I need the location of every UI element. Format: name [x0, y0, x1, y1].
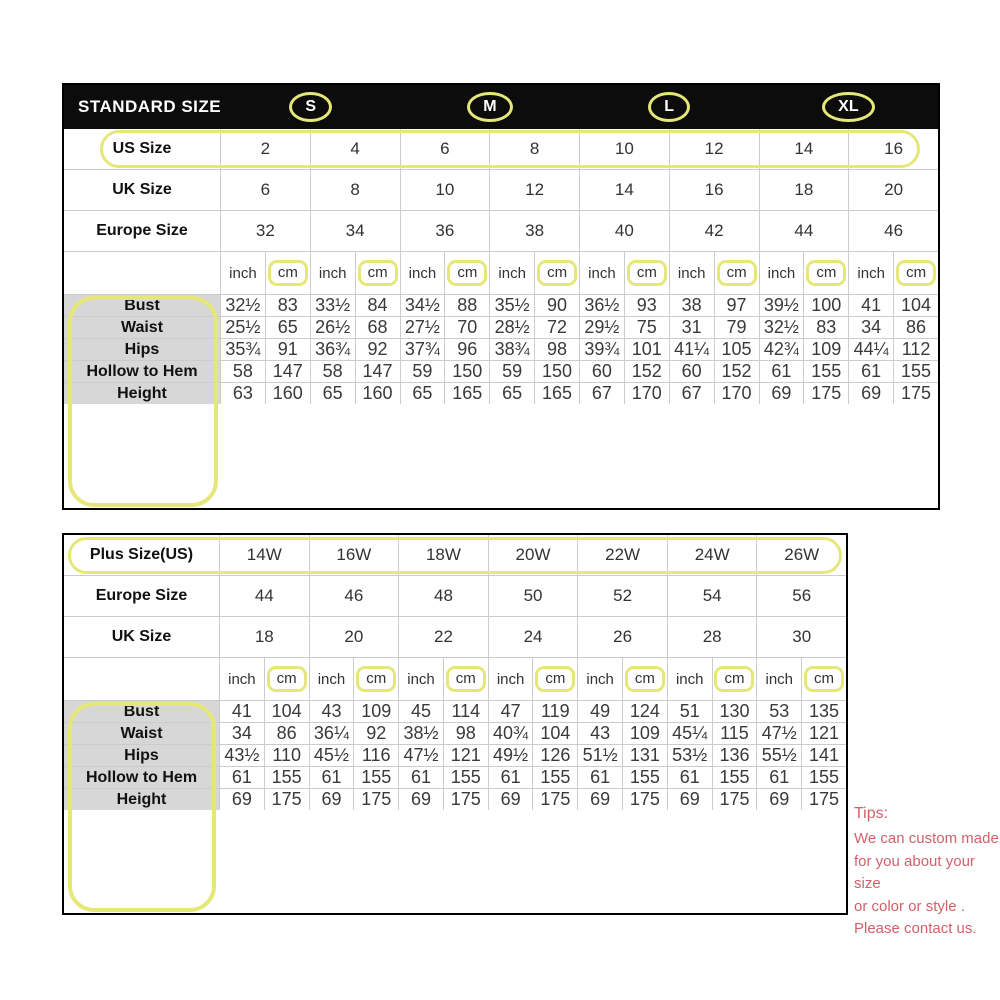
- measurement-value-cell: 155: [622, 767, 667, 788]
- measurement-value-cell: 150: [534, 361, 579, 382]
- measurement-value-cell: 45½: [309, 745, 354, 766]
- measurement-value-cell: 147: [355, 361, 400, 382]
- cm-unit-cell: [532, 658, 577, 700]
- measurement-value-cell: 47½: [756, 723, 801, 744]
- plus-size-rows: [64, 535, 846, 810]
- measurement-value-cell: 175: [803, 383, 848, 404]
- size-value-cell: 24: [488, 617, 578, 657]
- measurement-value-cell: 121: [801, 723, 846, 744]
- size-value-cell: 38: [489, 211, 579, 251]
- cm-highlight-badge: cm: [804, 666, 844, 692]
- measurement-value-cell: 69: [848, 383, 893, 404]
- measurement-value-cell: 155: [803, 361, 848, 382]
- size-value-cell: 14: [579, 170, 669, 210]
- size-value-cell: 20: [848, 170, 938, 210]
- size-value-cell: 16: [669, 170, 759, 210]
- measurement-value-cell: 175: [443, 789, 488, 810]
- measurement-row: [64, 788, 846, 810]
- measurement-value-cell: 51: [667, 701, 712, 722]
- cm-unit-cell: [622, 658, 667, 700]
- measurement-label: Hips: [64, 339, 220, 360]
- cm-unit-cell: [803, 252, 848, 294]
- measurement-value-cell: 59: [400, 361, 445, 382]
- measurement-value-cell: 119: [532, 701, 577, 722]
- size-value-cell: 48: [398, 576, 488, 616]
- measurement-value-cell: 55½: [756, 745, 801, 766]
- measurement-value-cell: 61: [309, 767, 354, 788]
- measurement-value-cell: 38¾: [489, 339, 534, 360]
- measurement-row: [64, 766, 846, 788]
- cm-highlight-badge: cm: [535, 666, 575, 692]
- measurement-value-cell: 69: [667, 789, 712, 810]
- inch-unit-cell: inch: [759, 252, 804, 294]
- cm-highlight-badge: cm: [896, 260, 936, 286]
- measurement-value-cell: 114: [443, 701, 488, 722]
- measurement-value-cell: 98: [534, 339, 579, 360]
- inch-unit-cell: inch: [756, 658, 801, 700]
- measurement-value-cell: 43½: [219, 745, 264, 766]
- measurement-value-cell: 155: [801, 767, 846, 788]
- measurement-value-cell: 147: [265, 361, 310, 382]
- measurement-value-cell: 65: [400, 383, 445, 404]
- size-value-cell: 40: [579, 211, 669, 251]
- measurement-value-cell: 61: [219, 767, 264, 788]
- measurement-value-cell: 41: [219, 701, 264, 722]
- size-value-cell: 14: [759, 129, 849, 169]
- size-value-cell: 6: [220, 170, 310, 210]
- size-value-cell: 56: [756, 576, 846, 616]
- measurement-value-cell: 43: [577, 723, 622, 744]
- measurement-label: Bust: [64, 701, 219, 722]
- measurement-value-cell: 160: [355, 383, 400, 404]
- tips-line: We can custom made: [854, 830, 999, 847]
- measurement-value-cell: 32½: [759, 317, 804, 338]
- measurement-value-cell: 43: [309, 701, 354, 722]
- size-value-cell: 52: [577, 576, 667, 616]
- measurement-value-cell: 86: [893, 317, 938, 338]
- measurement-value-cell: 104: [893, 295, 938, 316]
- measurement-row: [64, 360, 938, 382]
- measurement-value-cell: 47: [488, 701, 533, 722]
- size-s-circled-label: S: [289, 92, 332, 122]
- cm-unit-cell: [534, 252, 579, 294]
- size-value-cell: 16W: [309, 535, 399, 575]
- measurement-value-cell: 175: [532, 789, 577, 810]
- size-value-cell: 14W: [219, 535, 309, 575]
- empty-corner-cell: [64, 252, 220, 294]
- size-value-cell: 28: [667, 617, 757, 657]
- size-value-cell: 10: [400, 170, 490, 210]
- measurement-value-cell: 36½: [579, 295, 624, 316]
- cm-unit-cell: [443, 658, 488, 700]
- measurement-value-cell: 121: [443, 745, 488, 766]
- measurement-row: [64, 722, 846, 744]
- size-value-cell: 36: [400, 211, 490, 251]
- measurement-value-cell: 69: [577, 789, 622, 810]
- measurement-label: Hollow to Hem: [64, 767, 219, 788]
- tips-title: Tips:: [854, 805, 889, 822]
- measurement-value-cell: 160: [265, 383, 310, 404]
- row-label: UK Size: [112, 181, 172, 198]
- measurement-value-cell: 170: [714, 383, 759, 404]
- measurement-value-cell: 45: [398, 701, 443, 722]
- inch-unit-cell: inch: [220, 252, 265, 294]
- inch-unit-cell: inch: [489, 252, 534, 294]
- measurement-value-cell: 141: [801, 745, 846, 766]
- measurement-value-cell: 40¾: [488, 723, 533, 744]
- measurement-row: [64, 382, 938, 404]
- size-value-cell: 24W: [667, 535, 757, 575]
- measurement-value-cell: 38½: [398, 723, 443, 744]
- cm-unit-cell: [444, 252, 489, 294]
- standard-size-table: [62, 83, 940, 510]
- row-label: Europe Size: [95, 587, 188, 604]
- measurement-value-cell: 93: [624, 295, 669, 316]
- size-value-cell: 54: [667, 576, 757, 616]
- unit-header-row: [64, 657, 846, 700]
- measurement-value-cell: 69: [219, 789, 264, 810]
- measurement-value-cell: 61: [488, 767, 533, 788]
- size-value-cell: 12: [669, 129, 759, 169]
- measurement-value-cell: 135: [801, 701, 846, 722]
- measurement-value-cell: 69: [759, 383, 804, 404]
- row-label: UK Size: [111, 628, 172, 645]
- measurement-value-cell: 105: [714, 339, 759, 360]
- measurement-value-cell: 152: [714, 361, 759, 382]
- plus-size-table: [62, 533, 848, 915]
- measurement-row: [64, 338, 938, 360]
- tips-lines: [854, 828, 1000, 941]
- measurement-value-cell: 90: [534, 295, 579, 316]
- measurement-value-cell: 109: [353, 701, 398, 722]
- measurement-row: [64, 700, 846, 722]
- measurement-value-cell: 26½: [310, 317, 355, 338]
- measurement-value-cell: 35¾: [220, 339, 265, 360]
- measurement-value-cell: 44¼: [848, 339, 893, 360]
- measurement-value-cell: 91: [265, 339, 310, 360]
- measurement-value-cell: 65: [310, 383, 355, 404]
- measurement-value-cell: 36¾: [310, 339, 355, 360]
- size-xl-circled-label: XL: [822, 92, 874, 122]
- measurement-label: Height: [64, 383, 220, 404]
- measurement-value-cell: 34½: [400, 295, 445, 316]
- measurement-value-cell: 101: [624, 339, 669, 360]
- size-group-l: [580, 92, 759, 122]
- measurement-value-cell: 32½: [220, 295, 265, 316]
- measurement-value-cell: 83: [803, 317, 848, 338]
- cm-unit-cell: [893, 252, 938, 294]
- measurement-value-cell: 175: [622, 789, 667, 810]
- measurement-value-cell: 53: [756, 701, 801, 722]
- size-value-cell: 6: [400, 129, 490, 169]
- measurement-label: Bust: [64, 295, 220, 316]
- measurement-value-cell: 170: [624, 383, 669, 404]
- measurement-value-cell: 27½: [400, 317, 445, 338]
- standard-size-rows: [64, 129, 938, 404]
- measurement-value-cell: 70: [444, 317, 489, 338]
- size-group-xl: [759, 92, 938, 122]
- measurement-value-cell: 115: [712, 723, 757, 744]
- measurement-value-cell: 29½: [579, 317, 624, 338]
- size-value-cell: 26: [577, 617, 667, 657]
- measurement-value-cell: 36¼: [309, 723, 354, 744]
- measurement-value-cell: 131: [622, 745, 667, 766]
- measurement-value-cell: 69: [488, 789, 533, 810]
- measurement-value-cell: 155: [264, 767, 309, 788]
- standard-size-header: [64, 85, 938, 129]
- size-group-m: [400, 92, 579, 122]
- measurement-label: Waist: [64, 723, 219, 744]
- cm-unit-cell: [712, 658, 757, 700]
- measurement-row: [64, 294, 938, 316]
- measurement-value-cell: 116: [353, 745, 398, 766]
- measurement-label: Waist: [64, 317, 220, 338]
- measurement-value-cell: 38: [669, 295, 714, 316]
- cm-highlight-badge: cm: [268, 260, 308, 286]
- size-value-cell: 16: [848, 129, 938, 169]
- size-value-cell: 18: [759, 170, 849, 210]
- cm-unit-cell: [801, 658, 846, 700]
- measurement-value-cell: 75: [624, 317, 669, 338]
- size-conversion-row: [64, 575, 846, 616]
- size-value-cell: 4: [310, 129, 400, 169]
- measurement-value-cell: 34: [219, 723, 264, 744]
- cm-unit-cell: [624, 252, 669, 294]
- measurement-value-cell: 175: [712, 789, 757, 810]
- measurement-value-cell: 60: [669, 361, 714, 382]
- size-value-cell: 46: [309, 576, 399, 616]
- size-l-circled-label: L: [648, 92, 690, 122]
- measurement-value-cell: 69: [756, 789, 801, 810]
- measurement-value-cell: 69: [398, 789, 443, 810]
- measurement-value-cell: 58: [220, 361, 265, 382]
- size-group-s: [221, 92, 400, 122]
- standard-size-title: STANDARD SIZE: [78, 97, 222, 116]
- measurement-value-cell: 92: [355, 339, 400, 360]
- measurement-value-cell: 110: [264, 745, 309, 766]
- measurement-value-cell: 152: [624, 361, 669, 382]
- measurement-row: [64, 744, 846, 766]
- tips-line: Please contact us.: [854, 920, 977, 937]
- measurement-value-cell: 45¼: [667, 723, 712, 744]
- measurement-value-cell: 104: [532, 723, 577, 744]
- size-m-circled-label: M: [467, 92, 512, 122]
- unit-header-row: [64, 251, 938, 294]
- measurement-value-cell: 39½: [759, 295, 804, 316]
- size-conversion-row: [64, 535, 846, 575]
- cm-highlight-badge: cm: [447, 260, 487, 286]
- cm-unit-cell: [355, 252, 400, 294]
- size-value-cell: 50: [488, 576, 578, 616]
- measurement-value-cell: 28½: [489, 317, 534, 338]
- inch-unit-cell: inch: [669, 252, 714, 294]
- size-value-cell: 2: [220, 129, 310, 169]
- measurement-value-cell: 155: [893, 361, 938, 382]
- measurement-value-cell: 61: [398, 767, 443, 788]
- measurement-value-cell: 86: [264, 723, 309, 744]
- measurement-value-cell: 34: [848, 317, 893, 338]
- measurement-value-cell: 175: [353, 789, 398, 810]
- row-label: US Size: [112, 140, 172, 157]
- cm-highlight-badge: cm: [717, 260, 757, 286]
- measurement-value-cell: 60: [579, 361, 624, 382]
- measurement-value-cell: 67: [579, 383, 624, 404]
- cm-unit-cell: [264, 658, 309, 700]
- cm-highlight-badge: cm: [358, 260, 398, 286]
- measurement-value-cell: 100: [803, 295, 848, 316]
- row-label: Plus Size(US): [89, 546, 194, 563]
- size-value-cell: 42: [669, 211, 759, 251]
- cm-highlight-badge: cm: [267, 666, 307, 692]
- inch-unit-cell: inch: [398, 658, 443, 700]
- cm-unit-cell: [265, 252, 310, 294]
- measurement-value-cell: 165: [444, 383, 489, 404]
- measurement-value-cell: 109: [803, 339, 848, 360]
- measurement-value-cell: 84: [355, 295, 400, 316]
- measurement-value-cell: 61: [848, 361, 893, 382]
- measurement-value-cell: 155: [712, 767, 757, 788]
- size-value-cell: 20W: [488, 535, 578, 575]
- measurement-value-cell: 51½: [577, 745, 622, 766]
- measurement-value-cell: 61: [756, 767, 801, 788]
- inch-unit-cell: inch: [577, 658, 622, 700]
- measurement-value-cell: 126: [532, 745, 577, 766]
- measurement-value-cell: 35½: [489, 295, 534, 316]
- size-conversion-row: [64, 616, 846, 657]
- size-value-cell: 44: [759, 211, 849, 251]
- measurement-row: [64, 316, 938, 338]
- measurement-value-cell: 68: [355, 317, 400, 338]
- measurement-value-cell: 155: [353, 767, 398, 788]
- empty-corner-cell: [64, 658, 219, 700]
- measurement-value-cell: 25½: [220, 317, 265, 338]
- inch-unit-cell: inch: [579, 252, 624, 294]
- measurement-value-cell: 47½: [398, 745, 443, 766]
- cm-highlight-badge: cm: [627, 260, 667, 286]
- size-value-cell: 8: [310, 170, 400, 210]
- measurement-label: Hollow to Hem: [64, 361, 220, 382]
- cm-highlight-badge: cm: [446, 666, 486, 692]
- measurement-value-cell: 175: [801, 789, 846, 810]
- inch-unit-cell: inch: [848, 252, 893, 294]
- cm-highlight-badge: cm: [714, 666, 754, 692]
- size-value-cell: 22W: [577, 535, 667, 575]
- size-value-cell: 32: [220, 211, 310, 251]
- inch-unit-cell: inch: [400, 252, 445, 294]
- measurement-value-cell: 69: [309, 789, 354, 810]
- size-value-cell: 26W: [756, 535, 846, 575]
- size-value-cell: 44: [219, 576, 309, 616]
- measurement-value-cell: 98: [443, 723, 488, 744]
- inch-unit-cell: inch: [667, 658, 712, 700]
- measurement-value-cell: 155: [443, 767, 488, 788]
- measurement-value-cell: 41¼: [669, 339, 714, 360]
- measurement-value-cell: 63: [220, 383, 265, 404]
- measurement-value-cell: 175: [893, 383, 938, 404]
- size-value-cell: 46: [848, 211, 938, 251]
- measurement-value-cell: 65: [489, 383, 534, 404]
- measurement-value-cell: 39¾: [579, 339, 624, 360]
- measurement-value-cell: 83: [265, 295, 310, 316]
- measurement-value-cell: 104: [264, 701, 309, 722]
- inch-unit-cell: inch: [488, 658, 533, 700]
- inch-unit-cell: inch: [219, 658, 264, 700]
- measurement-value-cell: 61: [759, 361, 804, 382]
- custom-tips-note: [854, 802, 1000, 941]
- tips-line: or color or style .: [854, 897, 965, 915]
- measurement-value-cell: 53½: [667, 745, 712, 766]
- row-label: Europe Size: [96, 222, 188, 239]
- cm-highlight-badge: cm: [537, 260, 577, 286]
- cm-unit-cell: [353, 658, 398, 700]
- size-value-cell: 30: [756, 617, 846, 657]
- measurement-value-cell: 67: [669, 383, 714, 404]
- inch-unit-cell: inch: [310, 252, 355, 294]
- measurement-value-cell: 109: [622, 723, 667, 744]
- measurement-value-cell: 79: [714, 317, 759, 338]
- measurement-label: Hips: [64, 745, 219, 766]
- measurement-value-cell: 130: [712, 701, 757, 722]
- measurement-value-cell: 88: [444, 295, 489, 316]
- measurement-value-cell: 37¾: [400, 339, 445, 360]
- size-value-cell: 34: [310, 211, 400, 251]
- measurement-value-cell: 31: [669, 317, 714, 338]
- cm-highlight-badge: cm: [625, 666, 665, 692]
- measurement-value-cell: 92: [353, 723, 398, 744]
- cm-highlight-badge: cm: [806, 260, 846, 286]
- size-conversion-row: [64, 210, 938, 251]
- measurement-value-cell: 59: [489, 361, 534, 382]
- measurement-label: Height: [64, 789, 219, 810]
- size-value-cell: 18W: [398, 535, 488, 575]
- size-value-cell: 8: [489, 129, 579, 169]
- measurement-value-cell: 136: [712, 745, 757, 766]
- size-conversion-row: [64, 129, 938, 169]
- measurement-value-cell: 112: [893, 339, 938, 360]
- measurement-value-cell: 58: [310, 361, 355, 382]
- size-value-cell: 20: [309, 617, 399, 657]
- measurement-value-cell: 61: [667, 767, 712, 788]
- measurement-value-cell: 49: [577, 701, 622, 722]
- measurement-value-cell: 97: [714, 295, 759, 316]
- measurement-value-cell: 124: [622, 701, 667, 722]
- size-value-cell: 22: [398, 617, 488, 657]
- measurement-value-cell: 65: [265, 317, 310, 338]
- measurement-value-cell: 42¾: [759, 339, 804, 360]
- cm-highlight-badge: cm: [356, 666, 396, 692]
- measurement-value-cell: 96: [444, 339, 489, 360]
- cm-unit-cell: [714, 252, 759, 294]
- measurement-value-cell: 155: [532, 767, 577, 788]
- measurement-value-cell: 33½: [310, 295, 355, 316]
- size-value-cell: 12: [489, 170, 579, 210]
- measurement-value-cell: 150: [444, 361, 489, 382]
- measurement-value-cell: 61: [577, 767, 622, 788]
- size-conversion-row: [64, 169, 938, 210]
- measurement-value-cell: 175: [264, 789, 309, 810]
- measurement-value-cell: 165: [534, 383, 579, 404]
- size-value-cell: 10: [579, 129, 669, 169]
- measurement-value-cell: 72: [534, 317, 579, 338]
- size-value-cell: 18: [219, 617, 309, 657]
- inch-unit-cell: inch: [309, 658, 354, 700]
- measurement-value-cell: 41: [848, 295, 893, 316]
- measurement-value-cell: 49½: [488, 745, 533, 766]
- tips-line: for you about your size: [854, 852, 975, 892]
